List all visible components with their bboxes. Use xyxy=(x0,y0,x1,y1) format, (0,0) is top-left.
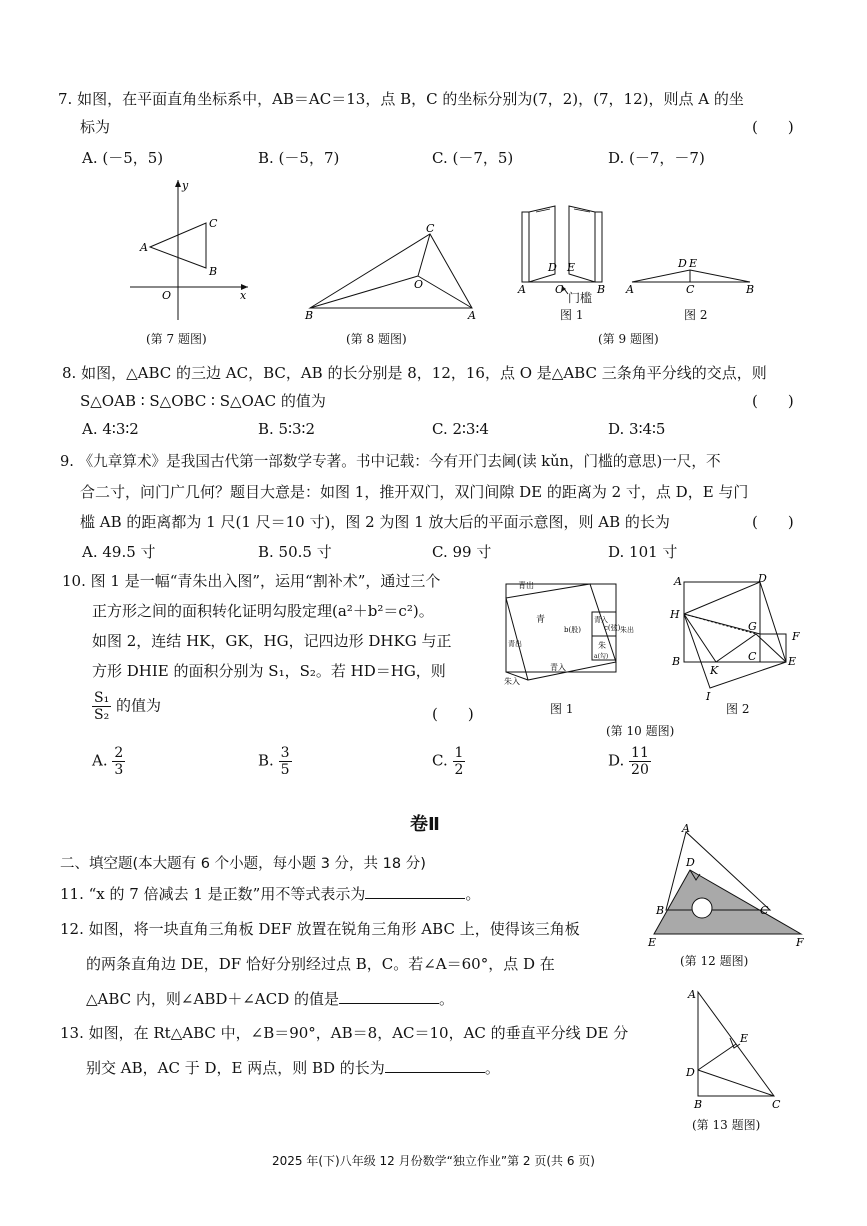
q10-option-a xyxy=(92,745,125,778)
q12-line3: △ABC 内，则∠ABD＋∠ACD 的值是 xyxy=(86,990,340,1008)
q11-end: 。 xyxy=(465,885,481,903)
q10-figure-1 xyxy=(498,572,643,697)
q9-threshold-label: 门槛 xyxy=(568,291,593,305)
q12-line3-wrap xyxy=(86,988,454,1010)
svg-text:C: C xyxy=(555,283,564,296)
svg-text:E: E xyxy=(648,936,657,949)
q7-line1: 7. 如图，在平面直角坐标系中，AB＝AC＝13，点 B，C 的坐标分别为(7，2)，(7，12)，则点 A 的坐 xyxy=(58,90,744,108)
q12-figure xyxy=(646,824,811,950)
part2-heading: 二、填空题(本大题有 6 个小题，每小题 3 分，共 18 分) xyxy=(60,856,426,872)
q7-option-d: D. (－7，－7) xyxy=(608,149,705,167)
svg-text:A: A xyxy=(682,824,690,835)
q10-option-d-den: 20 xyxy=(631,762,649,778)
q10-caption: (第 10 题图) xyxy=(606,724,675,738)
svg-text:E: E xyxy=(567,261,576,274)
svg-text:x: x xyxy=(240,289,247,302)
q10-line3: 如图 2，连结 HK，GK，HG，记四边形 DHKG 与正 xyxy=(92,632,452,650)
q13-answer-blank[interactable] xyxy=(385,1057,485,1073)
q9-fig1-label: 图 1 xyxy=(560,308,584,322)
svg-text:C: C xyxy=(772,1098,781,1111)
svg-text:B: B xyxy=(305,309,314,322)
svg-text:F: F xyxy=(792,630,800,643)
q9-option-a: A. 49.5 寸 xyxy=(82,543,156,561)
svg-text:H: H xyxy=(670,608,680,621)
svg-text:C: C xyxy=(686,283,695,296)
q8-line1: 8. 如图，△ABC 的三边 AC，BC，AB 的长分别是 8，12，16，点 O 是△ABC 三条角平分线的交点，则 xyxy=(62,364,767,382)
q7-line2: 标为 xyxy=(80,118,111,136)
svg-text:B: B xyxy=(656,904,665,917)
svg-text:y: y xyxy=(182,179,189,192)
q10-fig1-text-5: 朱出 xyxy=(620,626,634,634)
q10-fig1-text-1: 青 xyxy=(536,615,546,625)
svg-text:D: D xyxy=(548,261,557,274)
q10-frac-denominator: S₂ xyxy=(94,707,110,723)
q9-option-d: D. 101 寸 xyxy=(608,543,678,561)
section-title: 卷Ⅱ xyxy=(410,814,440,835)
q10-option-a-label: A. xyxy=(92,751,108,770)
q9-answer-paren: ( ) xyxy=(752,513,794,531)
svg-text:E: E xyxy=(788,655,797,668)
q10-option-b xyxy=(258,745,292,778)
svg-text:K: K xyxy=(710,664,719,677)
q10-fig2-label: 图 2 xyxy=(726,702,750,716)
q10-fig1-label: 图 1 xyxy=(550,702,574,716)
svg-text:E: E xyxy=(689,257,698,270)
svg-text:B: B xyxy=(209,265,218,278)
svg-text:C: C xyxy=(209,217,218,230)
q10-option-c-label: C. xyxy=(432,751,448,770)
q7-option-b: B. (－5，7) xyxy=(258,149,340,167)
q10-frac-numerator: S₁ xyxy=(94,690,110,706)
svg-text:D: D xyxy=(686,856,695,869)
q11-answer-blank[interactable] xyxy=(365,883,465,899)
q12-caption: (第 12 题图) xyxy=(680,954,749,968)
q7-option-a: A. (－5，5) xyxy=(82,149,164,167)
q13-caption: (第 13 题图) xyxy=(692,1118,761,1132)
q13-figure xyxy=(684,984,794,1114)
q10-fraction-line xyxy=(92,690,161,723)
svg-text:B: B xyxy=(746,283,755,296)
svg-text:D: D xyxy=(686,1066,695,1079)
q8-line2: S△OAB ∶ S△OBC ∶ S△OAC 的值为 xyxy=(80,392,326,410)
q8-answer-paren: ( ) xyxy=(752,392,794,410)
q10-option-a-num: 2 xyxy=(114,745,124,761)
svg-text:F: F xyxy=(796,936,804,949)
q10-fig1-text-8: a(勾) xyxy=(594,653,609,660)
q10-fig1-text-4: 青入 xyxy=(594,616,608,624)
svg-text:D: D xyxy=(678,257,687,270)
q13-end: 。 xyxy=(484,1059,500,1077)
q8-figure xyxy=(300,220,490,325)
svg-text:A: A xyxy=(468,309,476,322)
q11-line xyxy=(60,883,480,905)
q9-option-c: C. 99 寸 xyxy=(432,543,492,561)
svg-text:B: B xyxy=(694,1098,703,1111)
q8-option-b: B. 5∶3∶2 xyxy=(258,420,315,438)
q9-option-b: B. 50.5 寸 xyxy=(258,543,332,561)
q8-option-d: D. 3∶4∶5 xyxy=(608,420,666,438)
q11-text: 11. “x 的 7 倍减去 1 是正数”用不等式表示为 xyxy=(60,885,366,903)
q10-option-c xyxy=(432,745,465,778)
q10-fig1-text-6: 青出 xyxy=(508,640,522,648)
q8-option-a: A. 4∶3∶2 xyxy=(82,420,139,438)
q10-line4: 方形 DHIE 的面积分别为 S₁，S₂。若 HD＝HG，则 xyxy=(92,662,446,680)
q13-line2: 别交 AB，AC 于 D，E 两点，则 BD 的长为 xyxy=(86,1059,385,1077)
q9-fig2-label: 图 2 xyxy=(684,308,708,322)
svg-text:D: D xyxy=(758,572,767,585)
svg-text:A: A xyxy=(688,988,696,1001)
q13-line1: 13. 如图，在 Rt△ABC 中，∠B＝90°，AB＝8，AC＝10，AC 的垂直平分线 DE 分 xyxy=(60,1024,629,1042)
svg-text:G: G xyxy=(748,620,757,633)
q12-end: 。 xyxy=(439,990,455,1008)
q8-caption: (第 8 题图) xyxy=(346,332,407,346)
q10-option-d-label: D. xyxy=(608,751,625,770)
q9-line2: 合二寸，问门广几何？题目大意是：如图 1，推开双门，双门间隙 DE 的距离为 2 寸，点 D，E 与门 xyxy=(80,483,749,501)
svg-text:E: E xyxy=(740,1032,749,1045)
q9-line1: 9. 《九章算术》是我国古代第一部数学专著。书中记载：今有开门去阃(读 kǔn，门槛的意思)一尺，不 xyxy=(60,453,721,470)
svg-text:O: O xyxy=(162,289,172,302)
q8-option-c: C. 2∶3∶4 xyxy=(432,420,489,438)
q10-option-b-den: 5 xyxy=(280,762,290,778)
svg-text:A: A xyxy=(518,283,526,296)
q9-line3: 槛 AB 的距离都为 1 尺(1 尺＝10 寸)，图 2 为图 1 放大后的平面示意图，则 AB 的长为 xyxy=(80,513,670,531)
q10-fig1-text-0: 青出 xyxy=(518,581,534,590)
q13-line2-wrap xyxy=(86,1057,500,1079)
q12-line1: 12. 如图，将一块直角三角板 DEF 放置在锐角三角形 ABC 上，使得该三角板 xyxy=(60,920,580,938)
q10-fig1-text-10: 朱入 xyxy=(504,677,520,686)
q12-answer-blank[interactable] xyxy=(339,988,439,1004)
q10-fig1-text-7: 朱 xyxy=(598,641,606,650)
svg-text:A: A xyxy=(140,241,148,254)
q10-option-d xyxy=(608,745,651,778)
q10-option-b-num: 3 xyxy=(280,745,290,761)
svg-text:O: O xyxy=(414,278,424,291)
svg-text:C: C xyxy=(426,222,435,235)
q10-fig1-text-9: 青入 xyxy=(550,663,566,672)
svg-text:A: A xyxy=(626,283,634,296)
q12-line2: 的两条直角边 DE，DF 恰好分别经过点 B，C。若∠A＝60°，点 D 在 xyxy=(86,955,555,973)
page-footer: 2025 年(下)八年级 12 月份数学“独立作业”第 2 页(共 6 页) xyxy=(272,1154,595,1168)
q10-line5: 的值为 xyxy=(115,696,161,715)
q9-caption: (第 9 题图) xyxy=(598,332,659,346)
svg-text:B: B xyxy=(672,655,681,668)
q10-fig1-text-2: b(股) xyxy=(564,626,581,634)
q10-line1: 10. 图 1 是一幅“青朱出入图”，运用“割补术”，通过三个 xyxy=(62,572,441,590)
svg-text:I: I xyxy=(706,690,711,702)
svg-text:C: C xyxy=(760,904,769,917)
q10-line2: 正方形之间的面积转化证明勾股定理(a²＋b²＝c²)。 xyxy=(92,602,434,620)
q7-caption: (第 7 题图) xyxy=(146,332,207,346)
q9-figure-2 xyxy=(620,248,760,298)
svg-text:A: A xyxy=(674,575,682,588)
q10-s1-s2-fraction xyxy=(92,690,111,723)
q10-option-a-den: 3 xyxy=(114,762,124,778)
svg-text:C: C xyxy=(748,650,757,663)
q10-figure-2 xyxy=(664,572,809,702)
q10-option-b-label: B. xyxy=(258,751,274,770)
q7-figure xyxy=(120,175,260,325)
q10-fig1-text-3: c(弦) xyxy=(604,624,621,632)
q10-answer-paren: ( ) xyxy=(432,705,474,723)
svg-text:B: B xyxy=(597,283,606,296)
q10-option-c-num: 1 xyxy=(454,745,464,761)
q7-answer-paren: ( ) xyxy=(752,118,794,136)
q7-option-c: C. (－7，5) xyxy=(432,149,514,167)
q10-option-d-num: 11 xyxy=(631,745,649,761)
q10-option-c-den: 2 xyxy=(454,762,464,778)
